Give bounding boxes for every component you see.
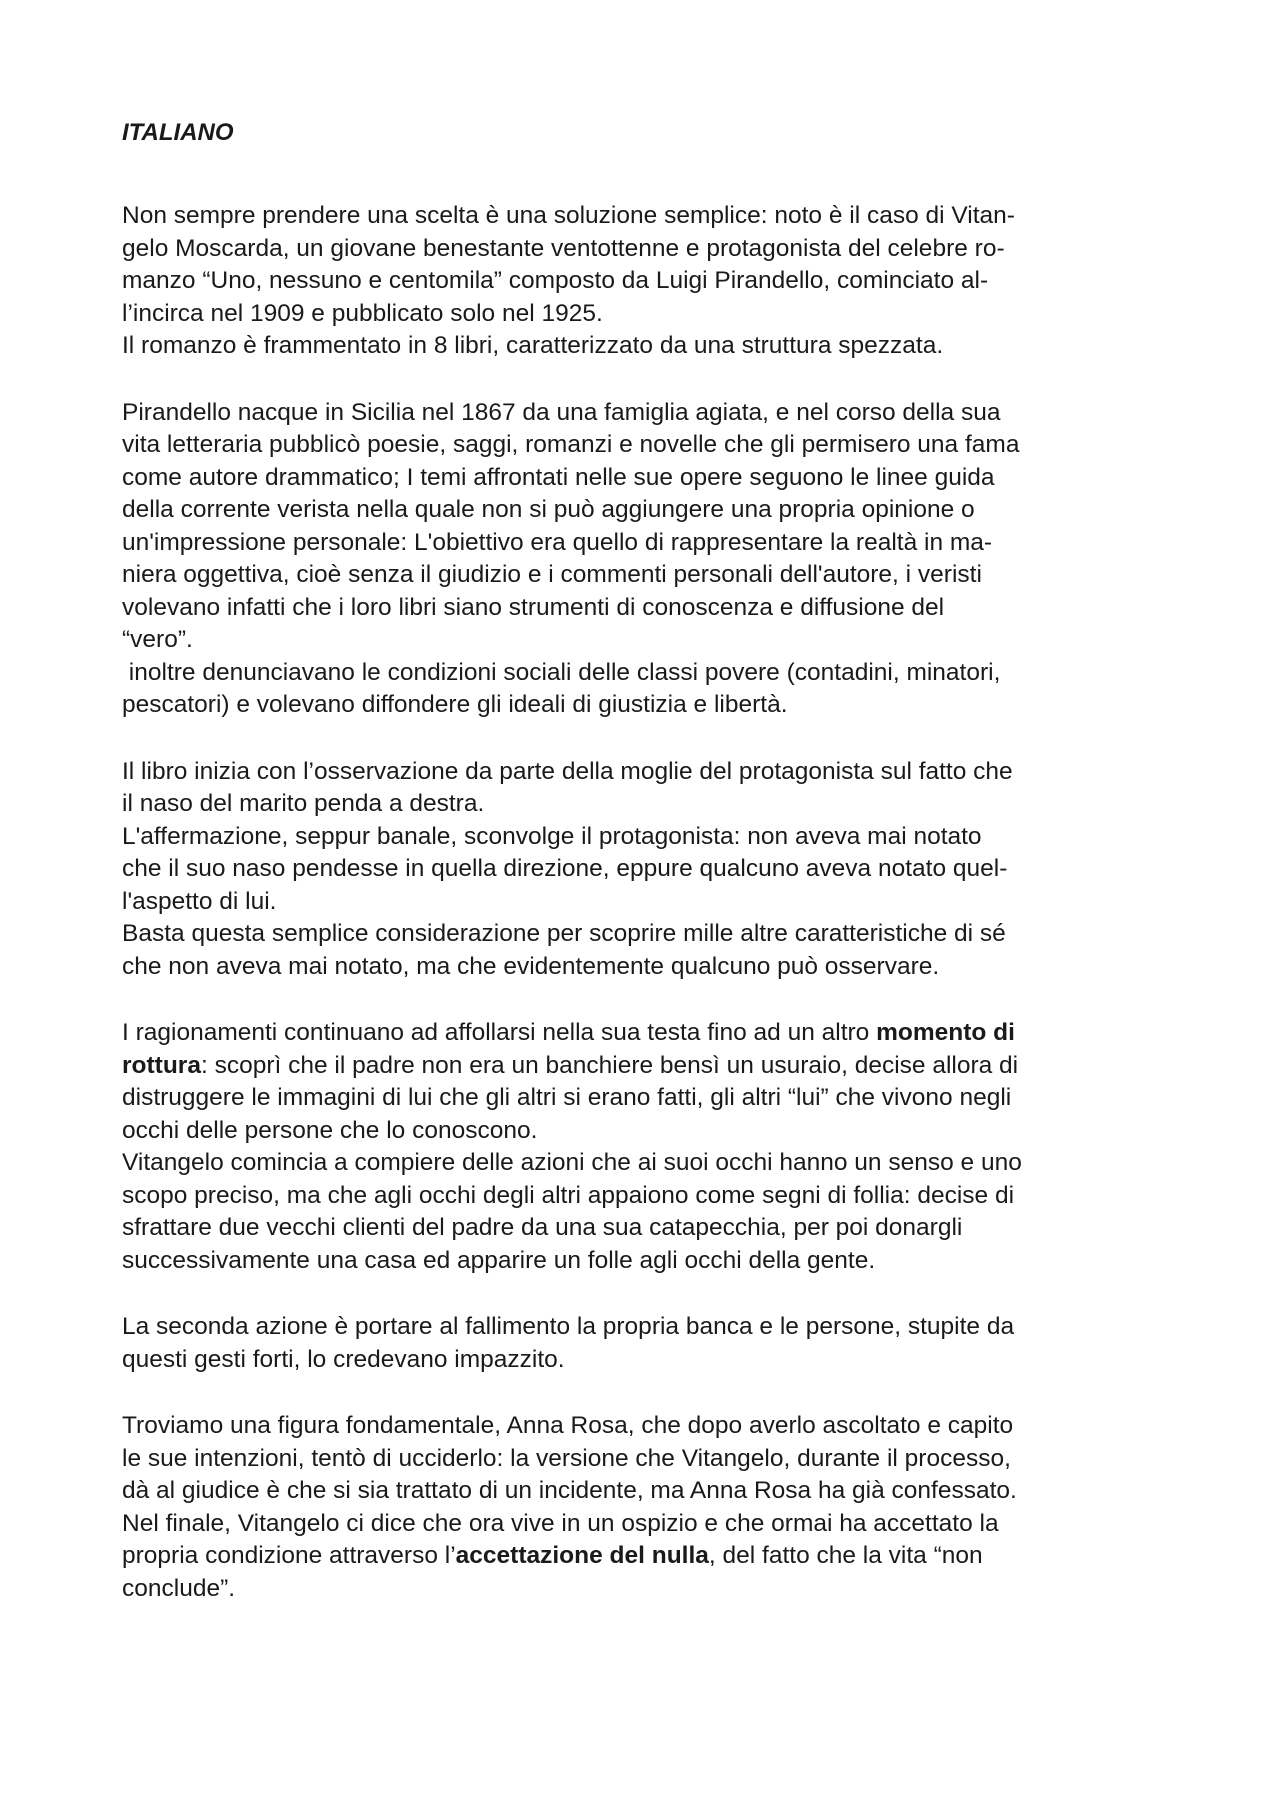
document-page: [122, 118, 1172, 1605]
text-line: “vero”.: [122, 626, 193, 653]
text-line: [122, 1050, 1172, 1083]
text-line: Troviamo una figura fondamentale, Anna Rosa, che dopo averlo ascoltato e capito: [122, 1412, 1014, 1439]
text-line: conclude”.: [122, 1574, 236, 1602]
text-line: l’incirca nel 1909 e pubblicato solo nel 1925.: [122, 299, 603, 327]
paragraph-rupture: [122, 1017, 1172, 1277]
text-run: : scoprì che il padre non era un banchiere bensì un usuraio, decise allora di: [200, 1051, 1019, 1079]
text-line: Non sempre prendere una scelta è una soluzione semplice: noto è il caso di Vitan-: [122, 202, 1015, 229]
text-line: successivamente una casa ed apparire un folle agli occhi della gente.: [122, 1246, 876, 1274]
document-title: ITALIANO: [122, 119, 234, 146]
text-line: scopo preciso, ma che agli occhi degli altri appaiono come segni di follia: decise di: [122, 1181, 1015, 1209]
text-run: , del fatto che la vita “non: [708, 1542, 983, 1569]
text-line: Il romanzo è frammentato in 8 libri, caratterizzato da una struttura spezzata.: [122, 332, 944, 359]
text-line: come autore drammatico; I temi affrontati nelle sue opere seguono le linee guida: [122, 463, 995, 491]
text-line: dà al giudice è che si sia trattato di un incidente, ma Anna Rosa ha già confessato.: [122, 1477, 1017, 1504]
paragraph-author: [122, 397, 1172, 722]
text-line: il naso del marito penda a destra.: [122, 790, 485, 817]
text-line: questi gesti forti, lo credevano impazzito.: [122, 1345, 565, 1373]
paragraph-nose: [122, 756, 1172, 984]
paragraph-bank: [122, 1311, 1172, 1376]
bold-text: accettazione del nulla: [455, 1542, 709, 1569]
text-line: un'impressione personale: L'obiettivo era quello di rappresentare la realtà in ma-: [122, 528, 993, 556]
text-line: che il suo naso pendesse in quella direzione, eppure qualcuno aveva notato quel-: [122, 855, 1008, 882]
paragraph-intro: [122, 200, 1172, 363]
text-line: [122, 1017, 1172, 1050]
text-run: I ragionamenti continuano ad affollarsi nella sua testa fino ad un altro: [122, 1019, 877, 1046]
text-line: l'aspetto di lui.: [122, 887, 277, 915]
text-line: che non aveva mai notato, ma che evidentemente qualcuno può osservare.: [122, 952, 940, 980]
text-line: gelo Moscarda, un giovane benestante ventottenne e protagonista del celebre ro-: [122, 234, 1005, 262]
text-line: Basta questa semplice considerazione per scoprire mille altre caratteristiche di sé: [122, 920, 1006, 947]
text-line: pescatori) e volevano diffondere gli ideali di giustizia e libertà.: [122, 691, 788, 718]
text-line: volevano infatti che i loro libri siano strumenti di conoscenza e diffusione del: [122, 593, 945, 621]
text-line: distruggere le immagini di lui che gli altri si erano fatti, gli altri “lui” che vivono negli: [122, 1084, 1012, 1111]
text-line: manzo “Uno, nessuno e centomila” composto da Luigi Pirandello, cominciato al-: [122, 267, 989, 294]
bold-text: rottura: [122, 1051, 201, 1079]
text-line: L'affermazione, seppur banale, sconvolge il protagonista: non aveva mai notato: [122, 822, 982, 850]
text-line: niera oggettiva, cioè senza il giudizio e i commenti personali dell'autore, i veristi: [122, 561, 982, 588]
text-line: vita letteraria pubblicò poesie, saggi, romanzi e novelle che gli permisero una fama: [122, 431, 1020, 458]
text-line: della corrente verista nella quale non si può aggiungere una propria opinione o: [122, 496, 975, 523]
text-line: sfrattare due vecchi clienti del padre da una sua catapecchia, per poi donargli: [122, 1214, 963, 1241]
text-line: Vitangelo comincia a compiere delle azioni che ai suoi occhi hanno un senso e uno: [122, 1149, 1022, 1176]
text-line: Nel finale, Vitangelo ci dice che ora vive in un ospizio e che ormai ha accettato la: [122, 1509, 999, 1537]
text-line: occhi delle persone che lo conoscono.: [122, 1116, 538, 1144]
bold-text: momento di: [876, 1019, 1015, 1046]
text-line: le sue intenzioni, tentò di ucciderlo: la versione che Vitangelo, durante il processo,: [122, 1444, 1011, 1472]
text-line: inoltre denunciavano le condizioni sociali delle classi povere (contadini, minatori,: [122, 658, 1001, 686]
text-line: Pirandello nacque in Sicilia nel 1867 da una famiglia agiata, e nel corso della sua: [122, 398, 1001, 426]
text-line: [122, 1540, 1172, 1573]
text-line: La seconda azione è portare al fallimento la propria banca e le persone, stupite da: [122, 1313, 1015, 1340]
paragraph-ending: [122, 1410, 1172, 1605]
text-run: propria condizione attraverso l’: [122, 1542, 456, 1569]
text-line: Il libro inizia con l’osservazione da parte della moglie del protagonista sul fatto che: [122, 757, 1013, 785]
